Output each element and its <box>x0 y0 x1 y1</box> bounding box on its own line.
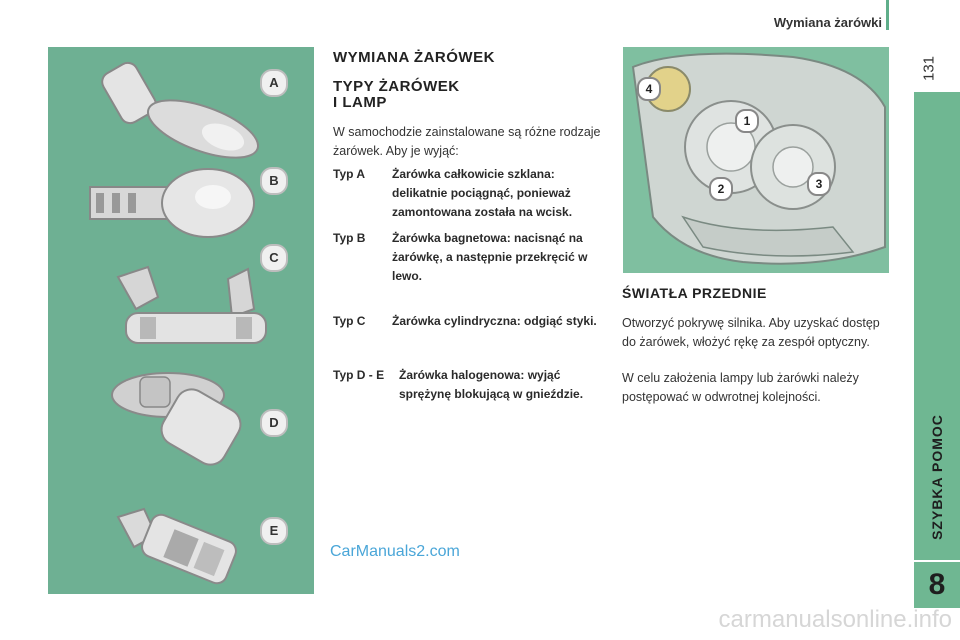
bulb-type-a-badge: A <box>260 69 288 97</box>
bulb-a-drawing <box>99 59 265 169</box>
headlights-paragraph-2: W celu założenia lampy lub żarówki należy postępować w odwrotnej kolejności. <box>622 371 859 404</box>
bulb-c-drawing <box>118 267 266 343</box>
subsection-title <box>333 79 460 111</box>
bulb-type-e-badge: E <box>260 517 288 545</box>
section-title: WYMIANA ŻARÓWEK <box>333 49 495 66</box>
headlights-title: ŚWIATŁA PRZEDNIE <box>622 285 767 301</box>
bulb-type-code: Typ B <box>333 231 366 245</box>
chapter-label: SZYBKA POMOC <box>929 414 945 540</box>
headlight-badge-4: 4 <box>637 77 661 101</box>
bulb-type-desc: Żarówka halogenowa: wyjąć sprężynę blokującą w gnieździe. <box>399 368 584 401</box>
subsection-title-line1: TYPY ŻARÓWEK <box>333 78 460 95</box>
bulbs-drawing <box>48 47 314 594</box>
headlight-badge-1: 1 <box>735 109 759 133</box>
bulb-type-code: Typ A <box>333 167 365 181</box>
bulb-e-drawing <box>118 509 239 586</box>
page-number: 131 <box>920 55 938 82</box>
bulb-type-d-badge: D <box>260 409 288 437</box>
bulb-types-illustration <box>48 47 314 594</box>
watermark-link[interactable]: CarManuals2.com <box>330 543 460 560</box>
footer-site-watermark: carmanualsonline.info <box>718 606 952 633</box>
chapter-number: 8 <box>914 560 960 608</box>
headlight-badge-3: 3 <box>807 172 831 196</box>
bulb-type-row-c <box>333 312 613 352</box>
header-rule <box>886 0 889 30</box>
headlight-drawing <box>623 47 889 273</box>
bulb-type-row-b <box>333 229 613 289</box>
running-title: Wymiana żarówki <box>773 15 882 30</box>
bulb-type-row-de <box>333 366 613 426</box>
bulb-b-drawing <box>90 169 254 237</box>
headlight-badge-2: 2 <box>709 177 733 201</box>
intro-text: W samochodzie zainstalowane są różne rodzaje żarówek. Aby je wyjąć: <box>333 125 601 158</box>
bulb-type-c-badge: C <box>260 244 288 272</box>
headlight-photo <box>623 47 889 273</box>
bulb-type-code: Typ D - E <box>333 368 385 382</box>
headlights-paragraph-1: Otworzyć pokrywę silnika. Aby uzyskać dostęp do żarówek, włożyć rękę za zespół optyczny. <box>622 316 880 349</box>
bulb-type-row-a <box>333 165 613 225</box>
subsection-title-line2: I LAMP <box>333 94 387 111</box>
bulb-type-desc: Żarówka bagnetowa: nacisnąć na żarówkę, a następnie przekręcić w lewo. <box>392 231 588 283</box>
chapter-side-tab <box>914 92 960 560</box>
bulb-type-b-badge: B <box>260 167 288 195</box>
bulb-type-code: Typ C <box>333 314 366 328</box>
bulb-type-desc: Żarówka cylindryczna: odgiąć styki. <box>392 314 597 328</box>
bulb-type-desc: Żarówka całkowicie szklana: delikatnie pociągnąć, ponieważ zamontowana została na wcisk. <box>392 167 573 219</box>
bulb-d-drawing <box>112 373 246 470</box>
